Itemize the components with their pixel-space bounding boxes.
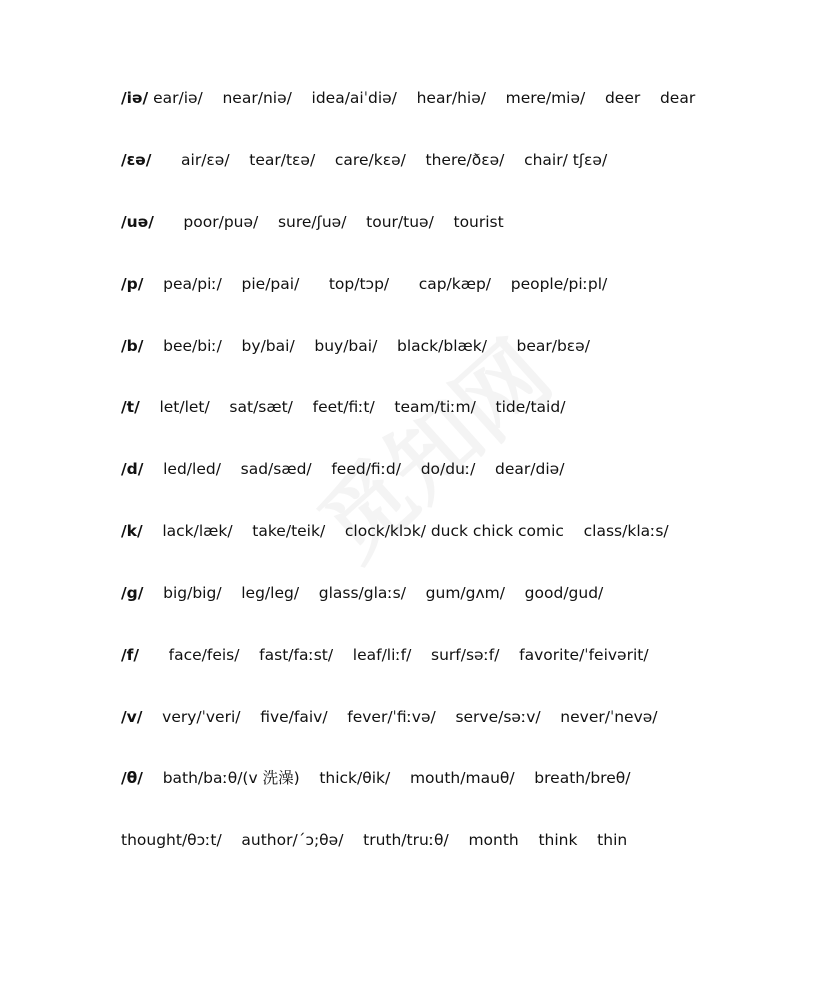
phonetic-symbol: /εə/ [121, 151, 152, 169]
example-words: bee/biː/ by/bai/ buy/bai/ black/blæk/ bear/bεə/ [143, 337, 590, 355]
phonetic-row-theta-continued [121, 828, 627, 852]
example-words: lack/læk/ take/teik/ clock/klɔk/ duck chick comic class/klaːs/ [142, 522, 669, 540]
phonetic-row-t [121, 395, 565, 419]
example-words: bath/baːθ/(v 洗澡) thick/θik/ mouth/mauθ/ breath/breθ/ [142, 769, 631, 787]
example-words: led/led/ sad/sæd/ feed/fiːd/ do/duː/ dear/diə/ [143, 460, 565, 478]
phonetic-row-d [121, 457, 564, 481]
phonetic-symbol: /f/ [121, 646, 140, 664]
phonetic-symbol: /k/ [121, 522, 143, 540]
example-words: let/let/ sat/sæt/ feet/fiːt/ team/tiːm/ tide/taid/ [139, 398, 566, 416]
example-words: face/feis/ fast/faːst/ leaf/liːf/ surf/səːf/ favorite/ˈfeivərit/ [139, 646, 649, 664]
phonetic-row-v [121, 705, 658, 729]
phonetic-symbol: /v/ [121, 708, 143, 726]
phonetic-row-ea [121, 148, 607, 172]
phonetic-row-g [121, 581, 603, 605]
phonetic-symbol: /d/ [121, 460, 144, 478]
phonetic-row-p [121, 272, 607, 296]
phonetic-row-theta [121, 766, 630, 790]
phonetic-row-ue [121, 210, 504, 234]
phonetic-row-f [121, 643, 649, 667]
example-words: thought/θɔːt/ author/´ɔ;θə/ truth/truːθ/ month think thin [121, 831, 628, 849]
phonetic-symbol: /θ/ [121, 769, 143, 787]
example-words: poor/puə/ sure/ʃuə/ tour/tuə/ tourist [153, 213, 504, 231]
example-words: very/ˈveri/ five/faiv/ fever/ˈfiːvə/ serve/səːv/ never/ˈnevə/ [142, 708, 658, 726]
example-words: air/εə/ tear/tεə/ care/kεə/ there/ðεə/ chair/ tʃεə/ [151, 151, 608, 169]
example-words: big/big/ leg/leg/ glass/glaːs/ gum/gʌm/ good/gud/ [143, 584, 604, 602]
phonetic-symbol: /t/ [121, 398, 140, 416]
phonetic-row-b [121, 334, 590, 358]
example-words: ear/iə/ near/niə/ idea/aiˈdiə/ hear/hiə/ mere/miə/ deer dear [148, 89, 696, 107]
phonetic-row-ie [121, 86, 695, 110]
example-words: pea/piː/ pie/pai/ top/tɔp/ cap/kæp/ people/piːpl/ [143, 275, 608, 293]
phonetic-symbol: /uə/ [121, 213, 154, 231]
phonetic-row-k [121, 519, 669, 543]
phonetic-symbol: /b/ [121, 337, 144, 355]
phonetic-symbol: /iə/ [121, 89, 149, 107]
phonetic-symbol: /p/ [121, 275, 144, 293]
phonetic-symbol: /g/ [121, 584, 144, 602]
